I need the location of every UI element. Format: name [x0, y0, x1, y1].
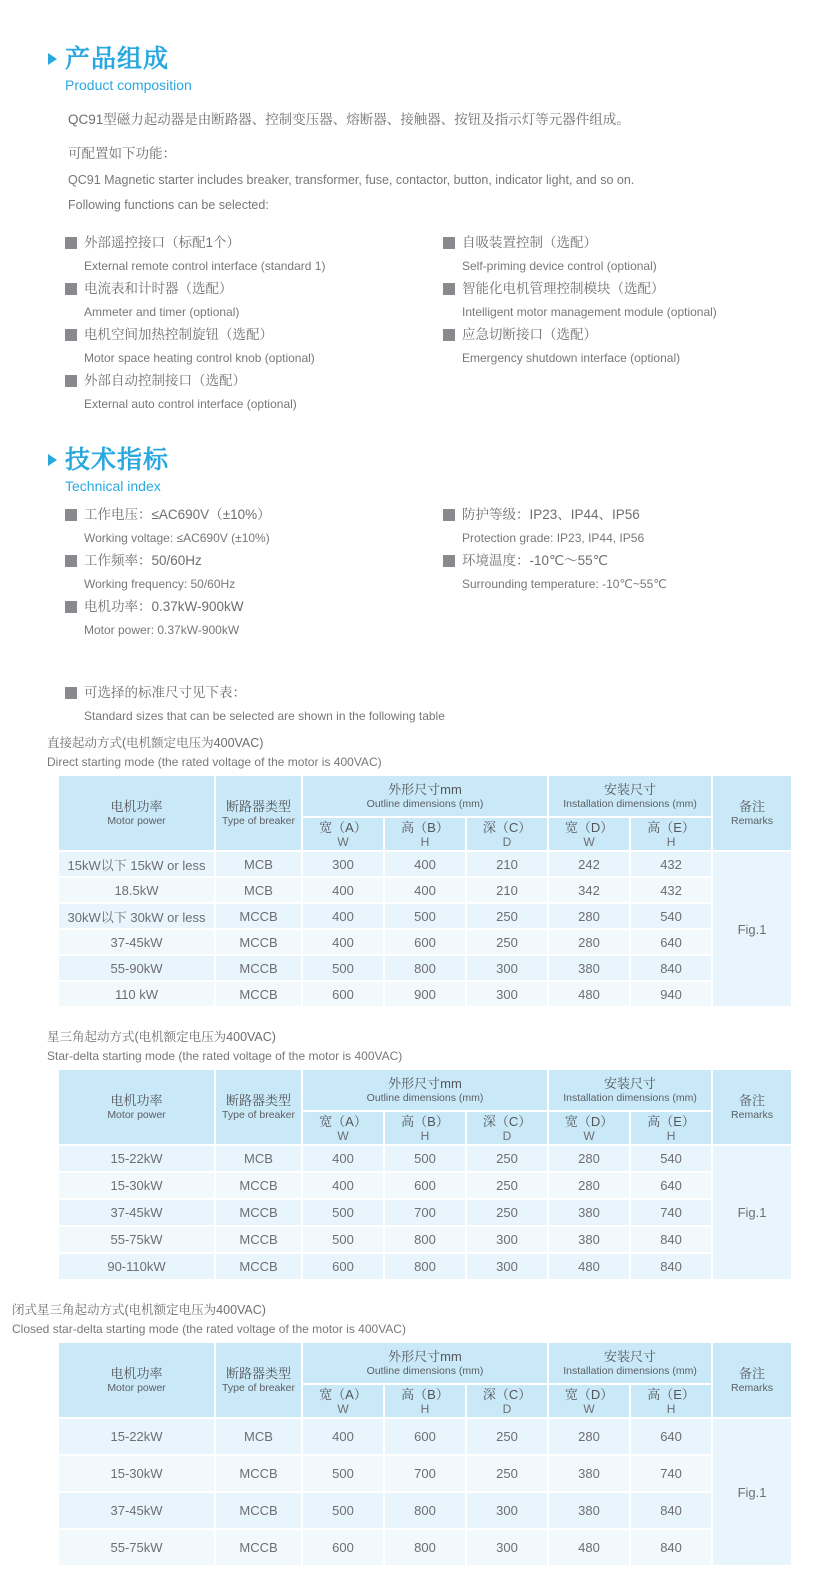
table-cell: 500: [303, 956, 383, 980]
intro-paragraph-en: Following functions can be selected:: [68, 198, 269, 212]
section-title-en: Product composition: [65, 77, 192, 93]
column-header: 电机功率 Motor power: [59, 1343, 214, 1417]
spec-column-right: [443, 505, 830, 643]
column-header: 深（C） D: [467, 1112, 547, 1144]
column-header: 断路器类型 Type of breaker: [216, 1070, 301, 1144]
feature-column-left: [65, 233, 443, 417]
table-cell: MCCB: [216, 1530, 301, 1565]
column-header: 断路器类型 Type of breaker: [216, 776, 301, 850]
list-item-zh: [65, 325, 443, 345]
dimensions-table: [57, 774, 793, 1008]
list-item-text-en: External remote control interface (standard 1): [84, 259, 326, 273]
intro-paragraph-zh: QC91型磁力起动器是由断路器、控制变压器、熔断器、接触器、按钮及指示灯等元器件组成。: [68, 112, 630, 127]
table-cell: 540: [631, 904, 711, 928]
table-cell: 840: [631, 1227, 711, 1252]
feature-column-right: [443, 233, 830, 417]
table-row: [59, 1419, 791, 1454]
list-item: [443, 233, 830, 274]
table-row: [59, 1456, 791, 1491]
table-host: [57, 1341, 830, 1567]
column-header: 备注 Remarks: [713, 1070, 791, 1144]
list-item-text-zh: 智能化电机管理控制模块（选配）: [462, 281, 665, 296]
column-header: 高（E） H: [631, 1385, 711, 1417]
table-cell: 400: [385, 852, 465, 876]
table-cell: 90-110kW: [59, 1254, 214, 1279]
table-cell: MCB: [216, 878, 301, 902]
list-item-text-zh: 外部自动控制接口（选配）: [84, 373, 246, 388]
list-item-zh: [443, 551, 830, 571]
table-cell: 400: [303, 878, 383, 902]
table-cell: 55-90kW: [59, 956, 214, 980]
table-cell: 15kW以下 15kW or less: [59, 852, 214, 876]
table-cell: 840: [631, 1254, 711, 1279]
table-cell: MCB: [216, 852, 301, 876]
column-header: 宽（A） W: [303, 1385, 383, 1417]
table-cell: 500: [303, 1227, 383, 1252]
table-cell: 432: [631, 852, 711, 876]
table-cell: 480: [549, 982, 629, 1006]
table-cell: 380: [549, 1200, 629, 1225]
list-item-zh: [443, 325, 830, 345]
table-row: [59, 982, 791, 1006]
table-cell: 250: [467, 1146, 547, 1171]
table-cell: 210: [467, 878, 547, 902]
remarks-cell: Fig.1: [713, 1146, 791, 1279]
table-cell: 300: [467, 1227, 547, 1252]
square-bullet-icon: [65, 555, 77, 567]
table-cell: 250: [467, 1456, 547, 1491]
table-cell: 15-30kW: [59, 1173, 214, 1198]
remarks-cell: Fig.1: [713, 852, 791, 1006]
table-block-direct-starting: [0, 734, 830, 1008]
list-item-text-en: Emergency shutdown interface (optional): [462, 351, 681, 365]
list-item: [443, 551, 830, 592]
table-caption-en: Closed star-delta starting mode (the rated voltage of the motor is 400VAC): [12, 1322, 406, 1336]
table-cell: 740: [631, 1456, 711, 1491]
table-cell: 280: [549, 1419, 629, 1454]
spec-column-left: [65, 505, 443, 643]
table-block-star-delta: [0, 1028, 830, 1281]
table-cell: 37-45kW: [59, 1493, 214, 1528]
square-bullet-icon: [65, 375, 77, 387]
column-header: 备注 Remarks: [713, 1343, 791, 1417]
intro-paragraph-zh: 可配置如下功能：: [68, 146, 176, 161]
table-caption-zh: 星三角起动方式(电机额定电压为400VAC): [47, 1030, 276, 1044]
table-cell: 500: [303, 1200, 383, 1225]
table-cell: 432: [631, 878, 711, 902]
feature-list: [65, 233, 830, 417]
list-item-zh: [65, 551, 443, 571]
table-cell: 800: [385, 1254, 465, 1279]
table-header-row: [59, 776, 791, 816]
column-header: 外形尺寸mm Outline dimensions (mm): [303, 1070, 547, 1110]
column-header: 高（E） H: [631, 1112, 711, 1144]
column-header: 电机功率 Motor power: [59, 776, 214, 850]
section-title-zh: 技术指标: [65, 446, 170, 474]
column-header: 宽（A） W: [303, 1112, 383, 1144]
table-cell: 280: [549, 930, 629, 954]
table-cell: 380: [549, 1227, 629, 1252]
table-cell: MCCB: [216, 1456, 301, 1491]
square-bullet-icon: [65, 329, 77, 341]
list-item: [443, 279, 830, 320]
list-item: [65, 551, 443, 592]
note-text-zh: 可选择的标准尺寸见下表：: [84, 685, 246, 700]
list-item: [65, 371, 443, 412]
list-item-text-zh: 工作频率：50/60Hz: [84, 553, 202, 568]
table-row: [59, 1200, 791, 1225]
table-row: [59, 904, 791, 928]
table-cell: 400: [303, 904, 383, 928]
table-block-closed-star-delta: [0, 1301, 830, 1567]
table-caption-zh: 闭式星三角起动方式(电机额定电压为400VAC): [12, 1303, 266, 1317]
list-item-zh: [443, 505, 830, 525]
table-row: [59, 878, 791, 902]
column-header: 高（B） H: [385, 1385, 465, 1417]
table-cell: 400: [385, 878, 465, 902]
table-header-row: [59, 1070, 791, 1110]
square-bullet-icon: [65, 283, 77, 295]
table-cell: 840: [631, 1530, 711, 1565]
table-header-row: [59, 1343, 791, 1383]
dimensions-table: [57, 1068, 793, 1281]
table-cell: 380: [549, 956, 629, 980]
table-cell: 30kW以下 30kW or less: [59, 904, 214, 928]
table-row: [59, 1493, 791, 1528]
table-cell: 250: [467, 1419, 547, 1454]
column-header: 宽（A） W: [303, 818, 383, 850]
section-arrow-icon: [48, 454, 57, 466]
square-bullet-icon: [443, 237, 455, 249]
table-cell: 55-75kW: [59, 1530, 214, 1565]
list-item-text-en: Working voltage: ≤AC690V (±10%): [84, 531, 270, 545]
table-cell: 342: [549, 878, 629, 902]
list-item-zh: [65, 371, 443, 391]
column-header: 安装尺寸 Installation dimensions (mm): [549, 1070, 711, 1110]
list-item: [65, 233, 443, 274]
table-cell: 700: [385, 1200, 465, 1225]
intro-paragraph-en: QC91 Magnetic starter includes breaker, transformer, fuse, contactor, button, indicator light, and so on.: [68, 173, 635, 187]
square-bullet-icon: [443, 329, 455, 341]
remarks-cell: Fig.1: [713, 1419, 791, 1565]
column-header: 电机功率 Motor power: [59, 1070, 214, 1144]
square-bullet-icon: [65, 509, 77, 521]
list-item-text-en: Self-priming device control (optional): [462, 259, 657, 273]
table-cell: 300: [467, 1254, 547, 1279]
column-header: 高（E） H: [631, 818, 711, 850]
list-item-text-zh: 防护等级：IP23、IP44、IP56: [462, 507, 640, 522]
table-cell: MCB: [216, 1419, 301, 1454]
table-cell: MCCB: [216, 1200, 301, 1225]
table-row: [59, 1530, 791, 1565]
column-header: 外形尺寸mm Outline dimensions (mm): [303, 776, 547, 816]
table-row: [59, 930, 791, 954]
table-cell: 210: [467, 852, 547, 876]
table-cell: 300: [467, 1493, 547, 1528]
table-cell: 400: [303, 1146, 383, 1171]
list-item: [443, 505, 830, 546]
square-bullet-icon: [65, 687, 77, 699]
table-cell: 800: [385, 1227, 465, 1252]
table-row: [59, 1254, 791, 1279]
table-cell: 740: [631, 1200, 711, 1225]
table-cell: 15-22kW: [59, 1419, 214, 1454]
column-header: 深（C） D: [467, 1385, 547, 1417]
table-cell: MCCB: [216, 956, 301, 980]
table-cell: 500: [303, 1493, 383, 1528]
table-cell: 55-75kW: [59, 1227, 214, 1252]
note-zh: [65, 683, 830, 703]
table-cell: MCCB: [216, 1493, 301, 1528]
table-cell: 600: [303, 1254, 383, 1279]
table-caption-zh: 直接起动方式(电机额定电压为400VAC): [47, 736, 264, 750]
table-cell: 600: [385, 1419, 465, 1454]
table-cell: 300: [467, 982, 547, 1006]
table-cell: 480: [549, 1530, 629, 1565]
table-cell: 37-45kW: [59, 930, 214, 954]
table-cell: 640: [631, 930, 711, 954]
square-bullet-icon: [443, 283, 455, 295]
list-item-text-en: Motor space heating control knob (optional): [84, 351, 315, 365]
column-header: 外形尺寸mm Outline dimensions (mm): [303, 1343, 547, 1383]
list-item-text-zh: 自吸装置控制（选配）: [462, 235, 597, 250]
list-item: [65, 597, 443, 638]
list-item-zh: [65, 233, 443, 253]
list-item-text-en: Protection grade: IP23, IP44, IP56: [462, 531, 645, 545]
table-cell: 500: [385, 1146, 465, 1171]
table-cell: 300: [467, 956, 547, 980]
list-item-text-en: Working frequency: 50/60Hz: [84, 577, 236, 591]
table-cell: 242: [549, 852, 629, 876]
table-cell: 600: [303, 1530, 383, 1565]
list-item-zh: [65, 505, 443, 525]
table-cell: 600: [385, 1173, 465, 1198]
list-item-zh: [443, 279, 830, 299]
list-item-text-zh: 电机空间加热控制旋钮（选配）: [84, 327, 273, 342]
dimensions-table: [57, 1341, 793, 1567]
table-cell: 37-45kW: [59, 1200, 214, 1225]
square-bullet-icon: [443, 509, 455, 521]
table-cell: 480: [549, 1254, 629, 1279]
list-item-text-zh: 工作电压：≤AC690V（±10%）: [84, 507, 271, 522]
table-caption-en: Star-delta starting mode (the rated voltage of the motor is 400VAC): [47, 1049, 403, 1063]
column-header: 宽（D） W: [549, 1385, 629, 1417]
square-bullet-icon: [65, 601, 77, 613]
table-cell: 15-22kW: [59, 1146, 214, 1171]
table-host: [57, 774, 830, 1008]
spec-list: [65, 505, 830, 643]
list-item-zh: [443, 233, 830, 253]
list-item-text-zh: 电机功率：0.37kW-900kW: [84, 599, 244, 614]
table-cell: 400: [303, 930, 383, 954]
table-cell: 300: [467, 1530, 547, 1565]
list-item-text-zh: 电流表和计时器（选配）: [84, 281, 233, 296]
table-cell: MCCB: [216, 1254, 301, 1279]
section-title-zh: 产品组成: [65, 45, 170, 73]
table-cell: 700: [385, 1456, 465, 1491]
square-bullet-icon: [65, 237, 77, 249]
table-cell: 250: [467, 1173, 547, 1198]
list-item-text-en: Intelligent motor management module (optional): [462, 305, 717, 319]
table-cell: 900: [385, 982, 465, 1006]
table-cell: MCCB: [216, 982, 301, 1006]
table-cell: 840: [631, 956, 711, 980]
list-item: [65, 505, 443, 546]
list-item-text-zh: 环境温度：-10℃～55℃: [462, 553, 608, 568]
note-en: Standard sizes that can be selected are shown in the following table: [84, 709, 445, 723]
column-header: 安装尺寸 Installation dimensions (mm): [549, 776, 711, 816]
section-product-composition-header: [48, 44, 830, 94]
table-cell: MCCB: [216, 1227, 301, 1252]
table-cell: 15-30kW: [59, 1456, 214, 1491]
table-cell: MCB: [216, 1146, 301, 1171]
column-header: 宽（D） W: [549, 1112, 629, 1144]
column-header: 高（B） H: [385, 818, 465, 850]
list-item-text-zh: 外部遥控接口（标配1个）: [84, 235, 241, 250]
table-cell: MCCB: [216, 930, 301, 954]
list-item-zh: [65, 597, 443, 617]
table-row: [59, 1173, 791, 1198]
column-header: 深（C） D: [467, 818, 547, 850]
table-cell: 400: [303, 1419, 383, 1454]
table-cell: 600: [385, 930, 465, 954]
table-cell: 640: [631, 1173, 711, 1198]
table-row: [59, 852, 791, 876]
column-header: 安装尺寸 Installation dimensions (mm): [549, 1343, 711, 1383]
table-cell: 800: [385, 1493, 465, 1528]
column-header: 高（B） H: [385, 1112, 465, 1144]
list-item-text-en: Motor power: 0.37kW-900kW: [84, 623, 240, 637]
list-item-zh: [65, 279, 443, 299]
column-header: 宽（D） W: [549, 818, 629, 850]
table-cell: 110 kW: [59, 982, 214, 1006]
table-cell: 380: [549, 1456, 629, 1491]
table-cell: 500: [303, 1456, 383, 1491]
table-cell: 380: [549, 1493, 629, 1528]
section-arrow-icon: [48, 53, 57, 65]
table-cell: 18.5kW: [59, 878, 214, 902]
list-item-text-en: Ammeter and timer (optional): [84, 305, 240, 319]
table-cell: 840: [631, 1493, 711, 1528]
column-header: 备注 Remarks: [713, 776, 791, 850]
table-cell: 640: [631, 1419, 711, 1454]
table-cell: 250: [467, 904, 547, 928]
section-technical-index-header: [48, 445, 830, 495]
list-item: [65, 279, 443, 320]
table-cell: 400: [303, 1173, 383, 1198]
table-cell: 600: [303, 982, 383, 1006]
list-item-text-en: Surrounding temperature: -10℃~55℃: [462, 577, 667, 591]
square-bullet-icon: [443, 555, 455, 567]
table-host: [57, 1068, 830, 1281]
table-cell: 250: [467, 1200, 547, 1225]
table-cell: 280: [549, 1173, 629, 1198]
table-cell: 280: [549, 1146, 629, 1171]
table-cell: MCCB: [216, 904, 301, 928]
table-cell: 500: [385, 904, 465, 928]
section-title-en: Technical index: [65, 478, 161, 494]
table-caption-en: Direct starting mode (the rated voltage of the motor is 400VAC): [47, 755, 382, 769]
table-cell: 800: [385, 1530, 465, 1565]
list-item: [65, 325, 443, 366]
table-row: [59, 1146, 791, 1171]
column-header: 断路器类型 Type of breaker: [216, 1343, 301, 1417]
table-cell: 250: [467, 930, 547, 954]
table-cell: MCCB: [216, 1173, 301, 1198]
table-cell: 940: [631, 982, 711, 1006]
standard-sizes-note: [65, 683, 830, 724]
table-cell: 800: [385, 956, 465, 980]
table-cell: 540: [631, 1146, 711, 1171]
table-row: [59, 1227, 791, 1252]
table-cell: 300: [303, 852, 383, 876]
table-cell: 280: [549, 904, 629, 928]
list-item-text-zh: 应急切断接口（选配）: [462, 327, 597, 342]
table-row: [59, 956, 791, 980]
list-item-text-en: External auto control interface (optional): [84, 397, 297, 411]
list-item: [443, 325, 830, 366]
